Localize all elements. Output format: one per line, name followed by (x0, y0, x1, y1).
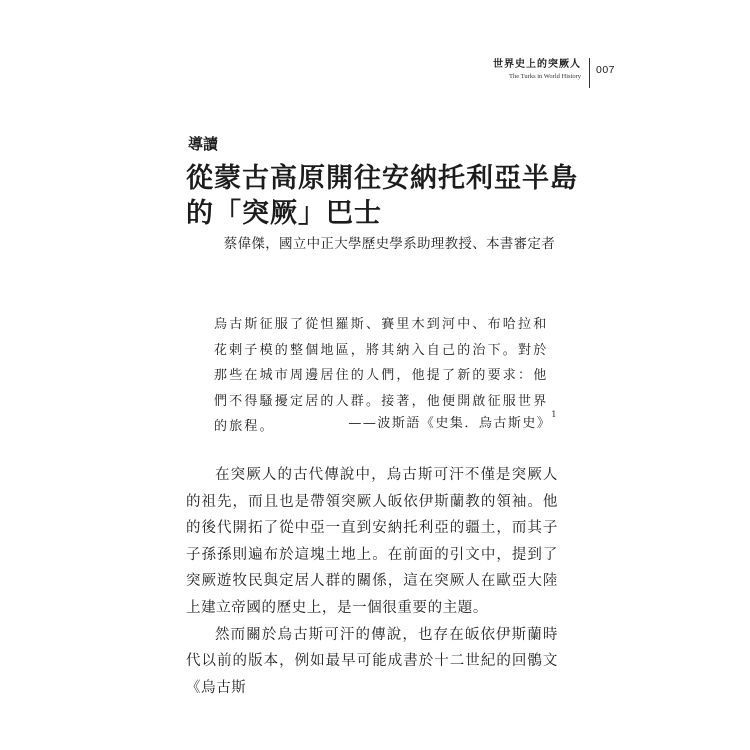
epigraph-quote: 烏古斯征服了從怛羅斯、賽里木到河中、布哈拉和花剌子模的整個地區，將其納入自己的治下。對於那些在城市周邊居住的人們，他提了新的要求：他們不得騷擾定居的人群。接著，他便開啟征服世界的旅程。 (214, 317, 549, 435)
body-paragraph: 然而關於烏古斯可汗的傳說，也存在皈依伊斯蘭時代以前的版本，例如最早可能成書於十二世紀的回鶻文《烏古斯 (186, 626, 558, 696)
chapter-title-line2: 的「突厥」巴士 (186, 198, 382, 229)
page-number: 007 (596, 64, 616, 76)
epigraph-source (348, 412, 558, 431)
section-kicker: 導讀 (188, 135, 219, 153)
running-header-title: 世界史上的突厥人 (493, 59, 581, 70)
chapter-title-line1: 從蒙古高原開往安納托利亞半島 (186, 163, 578, 194)
epigraph-source-text: ——波斯語《史集．烏古斯史》 (348, 416, 552, 431)
running-header (493, 58, 590, 88)
author-byline: 蔡偉傑，國立中正大學歷史學系助理教授、本書審定者 (223, 236, 555, 252)
running-header-subtitle: The Turks in World History (509, 73, 581, 80)
body-text (186, 462, 558, 701)
chapter-title (186, 161, 586, 231)
body-paragraph: 在突厥人的古代傳說中，烏古斯可汗不僅是突厥人的祖先，而且也是帶領突厥人皈依伊斯蘭教的領袖。他的後代開拓了從中亞一直到安納托利亞的疆土，而其子子孫孫則遍布於這塊土地上。在前面的引文中，提到了突厥遊牧民與定居人群的關係，這在突厥人在歐亞大陸上建立帝國的歷史上，是一個很重要的主題。 (186, 467, 558, 616)
footnote-marker[interactable]: 1 (551, 410, 558, 419)
